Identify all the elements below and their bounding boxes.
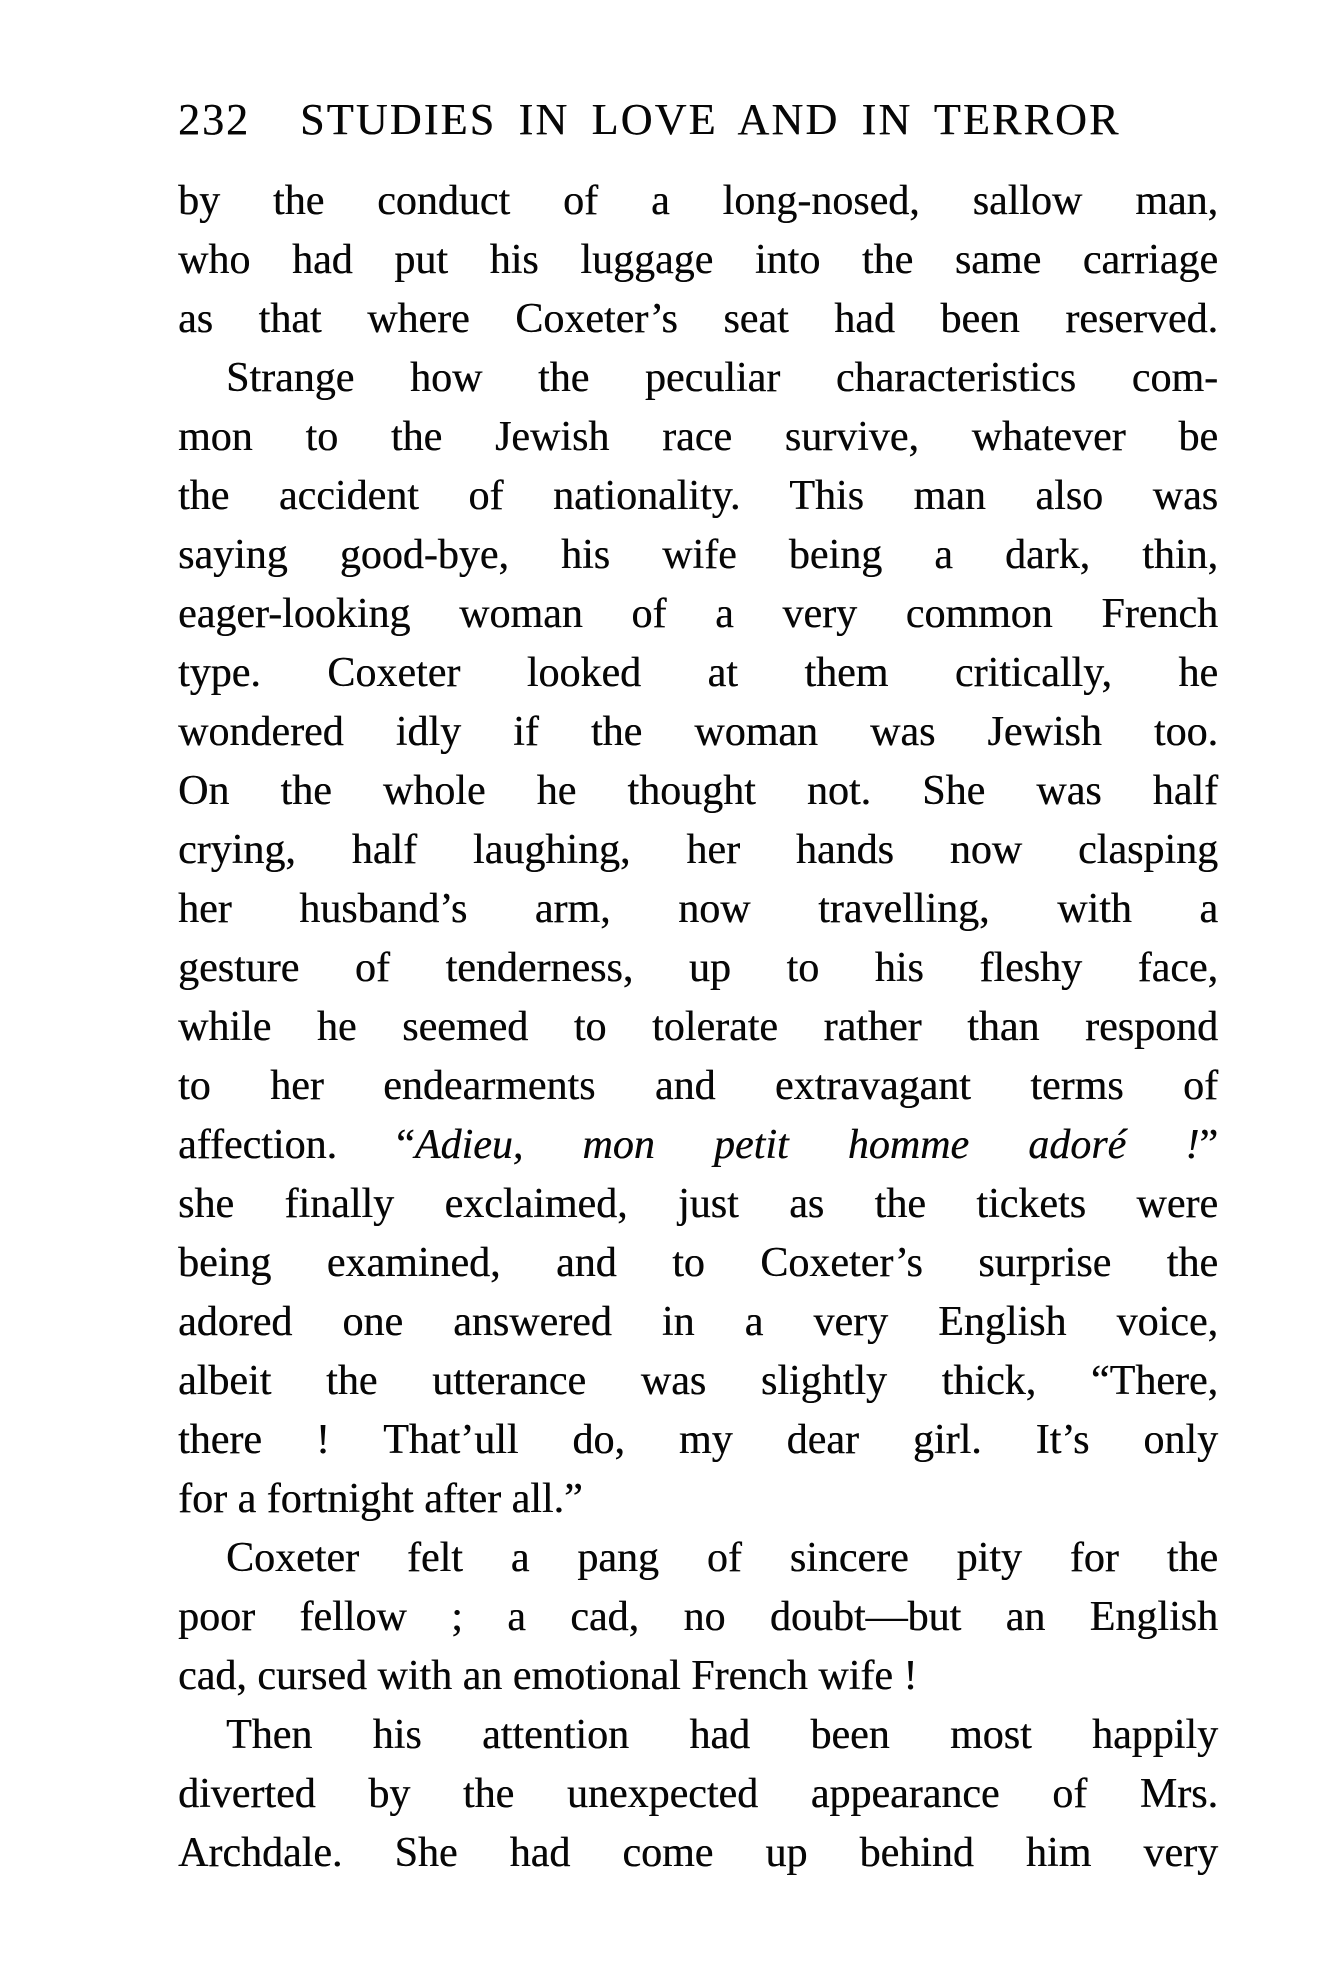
- text-segment: her husband’s arm, now travelling, with a: [178, 886, 1218, 932]
- text-line: [178, 290, 1218, 349]
- text-line: [178, 1293, 1218, 1352]
- text-segment: cad, cursed with an emotional French wife !: [178, 1653, 918, 1699]
- text-segment: albeit the utterance was slightly thick, “There,: [178, 1358, 1218, 1404]
- text-segment: she finally exclaimed, just as the tickets were: [178, 1181, 1218, 1227]
- page-header: [178, 96, 1218, 144]
- paragraph: [178, 172, 1218, 349]
- paragraph: [178, 349, 1218, 1529]
- text-segment: by the conduct of a long-nosed, sallow man,: [178, 178, 1218, 224]
- text-line: [178, 467, 1218, 526]
- text-line: [178, 526, 1218, 585]
- text-line: [178, 880, 1218, 939]
- text-line: [178, 1234, 1218, 1293]
- text-line: [178, 1824, 1218, 1883]
- page-number: 232: [178, 95, 250, 144]
- text-segment: type. Coxeter looked at them critically, he: [178, 650, 1218, 696]
- paragraph: [178, 1529, 1218, 1706]
- text-segment: Then his attention had been most happily: [226, 1712, 1218, 1758]
- text-segment: diverted by the unexpected appearance of Mrs.: [178, 1771, 1218, 1817]
- text-line: [178, 1411, 1218, 1470]
- text-line: [178, 703, 1218, 762]
- text-line: [178, 1057, 1218, 1116]
- text-line: [178, 1352, 1218, 1411]
- text-segment: wondered idly if the woman was Jewish too.: [178, 709, 1218, 755]
- text-segment: being examined, and to Coxeter’s surprise the: [178, 1240, 1218, 1286]
- text-line: [178, 1647, 1218, 1706]
- text-line: [178, 585, 1218, 644]
- text-segment: gesture of tenderness, up to his fleshy face,: [178, 945, 1218, 991]
- text-segment: crying, half laughing, her hands now clasping: [178, 827, 1218, 873]
- text-segment: On the whole he thought not. She was half: [178, 768, 1218, 814]
- text-segment: while he seemed to tolerate rather than respond: [178, 1004, 1218, 1050]
- text-segment: who had put his luggage into the same carriage: [178, 237, 1218, 283]
- text-line: [178, 1529, 1218, 1588]
- running-title: STUDIES IN LOVE AND IN TERROR: [300, 95, 1121, 144]
- text-line: [178, 939, 1218, 998]
- body-text: [178, 172, 1218, 1883]
- text-line: [178, 644, 1218, 703]
- text-line: [178, 231, 1218, 290]
- text-segment: there ! That’ull do, my dear girl. It’s only: [178, 1417, 1218, 1463]
- text-line: [178, 1470, 1218, 1529]
- text-line: [178, 1588, 1218, 1647]
- text-segment: Strange how the peculiar characteristics com-: [226, 355, 1218, 401]
- text-segment: ”: [1199, 1122, 1218, 1168]
- text-line: [178, 1765, 1218, 1824]
- text-line: [178, 1175, 1218, 1234]
- text-line: [178, 821, 1218, 880]
- italic-text-segment: Adieu, mon petit homme adoré !: [414, 1122, 1200, 1168]
- text-segment: to her endearments and extravagant terms of: [178, 1063, 1218, 1109]
- paragraph: [178, 1706, 1218, 1883]
- text-segment: the accident of nationality. This man also was: [178, 473, 1218, 519]
- text-line: [178, 172, 1218, 231]
- text-segment: adored one answered in a very English voice,: [178, 1299, 1218, 1345]
- text-segment: for a fortnight after all.”: [178, 1476, 583, 1522]
- text-segment: mon to the Jewish race survive, whatever be: [178, 414, 1218, 460]
- text-line: [178, 762, 1218, 821]
- text-line: [178, 349, 1218, 408]
- text-line: [178, 998, 1218, 1057]
- text-segment: as that where Coxeter’s seat had been reserved.: [178, 296, 1218, 342]
- text-segment: Archdale. She had come up behind him very: [178, 1830, 1218, 1876]
- text-line: [178, 408, 1218, 467]
- text-segment: poor fellow ; a cad, no doubt—but an English: [178, 1594, 1218, 1640]
- text-segment: saying good-bye, his wife being a dark, thin,: [178, 532, 1218, 578]
- text-line: [178, 1116, 1218, 1175]
- text-segment: Coxeter felt a pang of sincere pity for the: [226, 1535, 1218, 1581]
- text-segment: affection. “: [178, 1122, 415, 1168]
- text-segment: eager-looking woman of a very common French: [178, 591, 1218, 637]
- text-line: [178, 1706, 1218, 1765]
